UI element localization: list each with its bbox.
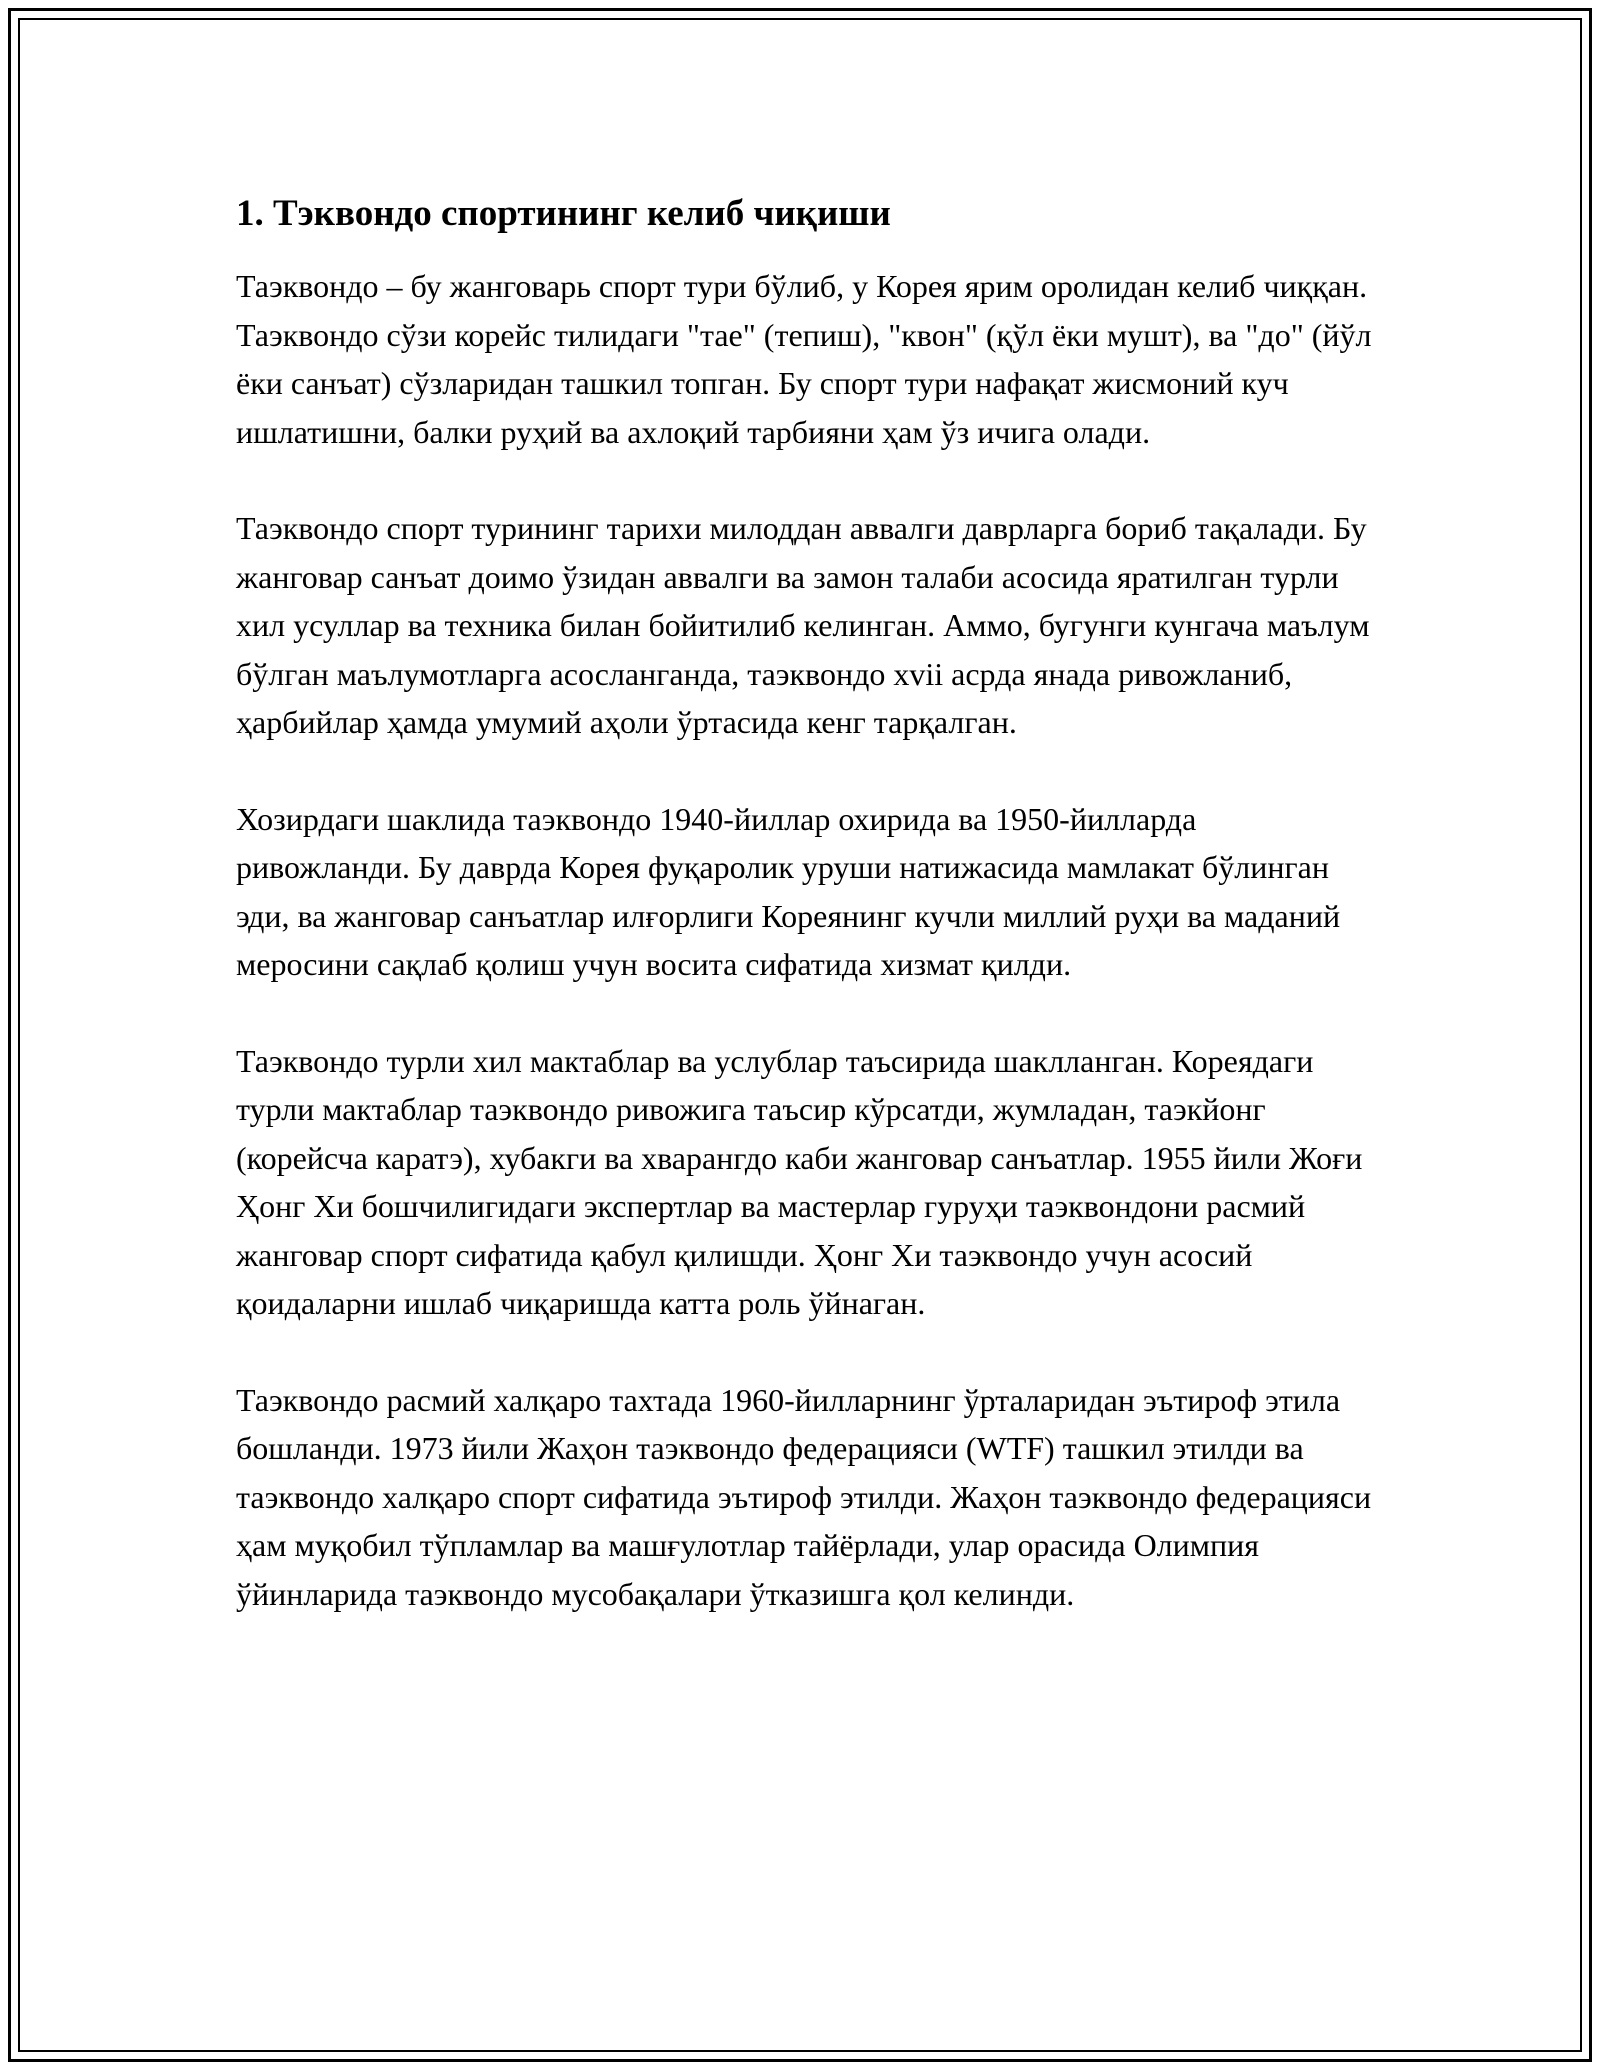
paragraph-modern-form: Хозирдаги шаклида таэквондо 1940-йиллар охирида ва 1950-йилларда ривожланди. Бу даврда Корея фуқаролик уруши натижасида мамлакат бўлинган эди, ва жанговар санъатлар илғорлиги Кореянинг кучли миллий руҳи ва маданий меросини сақлаб қолиш учун восита сифатида хизмат қилди. — [236, 800, 1341, 982]
document-body — [236, 186, 1376, 1666]
paragraph-schools: Таэквондо турли хил мактаблар ва услублар таъсирида шаклланган. Кореядаги турли мактаблар таэквондо ривожига таъсир кўрсатди, жумладан, таэкйонг (корейсча каратэ), хубакги ва хварангдо каби жанговар санъатлар. 1955 йили Жоғи Ҳонг Хи бошчилигидаги экспертлар ва мастерлар гуруҳи таэквондони расмий жанговар спорт сифатида қабул қилишди. Ҳонг Хи таэквондо учун асосий қоидаларни ишлаб чиқаришда катта роль ўйнаган. — [236, 1042, 1363, 1321]
paragraph-origin: Таэквондо – бу жанговарь спорт тури бўлиб, у Корея ярим оролидан келиб чиққан. Таэквондо сўзи корейс тилидаги "тае" (тепиш), "квон" (қўл ёки мушт), ва "до" (йўл ёки санъат) сўзларидан ташкил топган. Бу спорт тури нафақат жисмоний куч ишлатишни, балки руҳий ва ахлоқий тарбияни ҳам ўз ичига олади. — [236, 268, 1372, 450]
section-heading: 1. Тэквондо спортининг келиб чиқиши — [236, 193, 891, 234]
paragraph-international: Таэквондо расмий халқаро тахтада 1960-йилларнинг ўрталаридан эътироф этила бошланди. 1973 йили Жаҳон таэквондо федерацияси (WTF) ташкил этилди ва таэквондо халқаро спорт сифатида эътироф этилди. Жаҳон таэквондо федерацияси ҳам муқобил тўпламлар ва машғулотлар тайёрлади, улар орасида Олимпия ўйинларида таэквондо мусобақалари ўтказишга қол келинди. — [236, 1381, 1372, 1612]
paragraph-history: Таэквондо спорт турининг тарихи милоддан аввалги даврларга бориб тақалади. Бу жанговар санъат доимо ўзидан аввалги ва замон талаби асосида яратилган турли хил усуллар ва техника билан бойитилиб келинган. Аммо, бугунги кунгача маълум бўлган маълумотларга асосланганда, таэквондо xvii асрда янада ривожланиб, ҳарбийлар ҳамда умумий аҳоли ўртасида кенг тарқалган. — [236, 510, 1370, 740]
